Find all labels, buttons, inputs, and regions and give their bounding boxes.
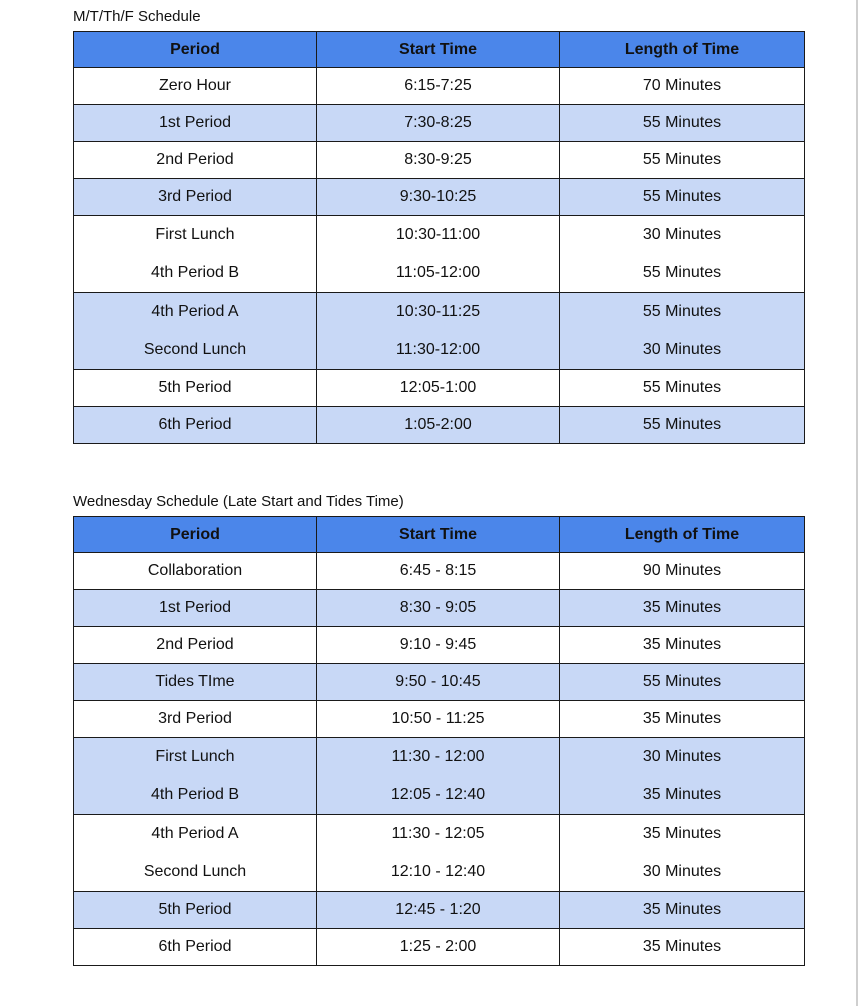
length-cell: 35 Minutes <box>560 892 805 929</box>
wednesday-schedule-table <box>73 516 805 966</box>
table-row <box>74 664 805 701</box>
time-cell: 8:30 - 9:05 <box>317 590 560 627</box>
period-line: First Lunch <box>155 226 235 243</box>
length-line: 30 Minutes <box>642 748 722 765</box>
time-cell <box>317 216 560 293</box>
time-cell <box>317 738 560 815</box>
time-cell: 1:05-2:00 <box>317 407 560 444</box>
time-cell: 6:45 - 8:15 <box>317 553 560 590</box>
length-line: 30 Minutes <box>642 226 722 243</box>
period-line: Second Lunch <box>143 341 247 358</box>
table-row <box>74 627 805 664</box>
period-cell: Tides TIme <box>74 664 317 701</box>
header-start-time: Start Time <box>317 32 560 68</box>
length-cell <box>560 216 805 293</box>
period-line: First Lunch <box>155 748 235 765</box>
mtf-schedule-table <box>73 31 805 444</box>
period-cell: 3rd Period <box>74 179 317 216</box>
table-row <box>74 590 805 627</box>
time-line: 11:05-12:00 <box>395 264 481 281</box>
time-line: 12:10 - 12:40 <box>390 863 486 880</box>
time-line: 10:30-11:00 <box>395 226 481 243</box>
time-line: 11:30-12:00 <box>395 341 481 358</box>
period-cell: 2nd Period <box>74 627 317 664</box>
table-row-lunch-split <box>74 738 805 815</box>
period-cell: 5th Period <box>74 370 317 407</box>
table-row <box>74 68 805 105</box>
time-cell: 12:45 - 1:20 <box>317 892 560 929</box>
length-cell: 35 Minutes <box>560 627 805 664</box>
length-cell: 70 Minutes <box>560 68 805 105</box>
table-row <box>74 179 805 216</box>
table-row-lunch-split <box>74 216 805 293</box>
time-line: 10:30-11:25 <box>395 303 481 320</box>
length-cell: 35 Minutes <box>560 701 805 738</box>
time-cell: 7:30-8:25 <box>317 105 560 142</box>
length-line: 55 Minutes <box>642 303 722 320</box>
time-cell: 9:10 - 9:45 <box>317 627 560 664</box>
table-header-row <box>74 517 805 553</box>
time-cell <box>317 815 560 892</box>
length-cell: 55 Minutes <box>560 370 805 407</box>
period-cell: 6th Period <box>74 929 317 966</box>
wednesday-schedule-title: Wednesday Schedule (Late Start and Tides Time) <box>73 493 404 510</box>
period-cell: 5th Period <box>74 892 317 929</box>
period-cell: Zero Hour <box>74 68 317 105</box>
period-line: 4th Period B <box>150 786 240 803</box>
length-line: 35 Minutes <box>642 825 722 842</box>
period-cell: 1st Period <box>74 590 317 627</box>
table-row <box>74 142 805 179</box>
period-line: 4th Period B <box>150 264 240 281</box>
header-length: Length of Time <box>560 517 805 553</box>
header-period: Period <box>74 517 317 553</box>
length-line: 30 Minutes <box>642 863 722 880</box>
length-cell: 90 Minutes <box>560 553 805 590</box>
mtf-schedule-title: M/T/Th/F Schedule <box>73 8 201 25</box>
table-row <box>74 929 805 966</box>
table-row <box>74 370 805 407</box>
length-cell: 55 Minutes <box>560 407 805 444</box>
time-cell: 6:15-7:25 <box>317 68 560 105</box>
length-cell <box>560 293 805 370</box>
length-cell: 55 Minutes <box>560 142 805 179</box>
length-cell: 35 Minutes <box>560 590 805 627</box>
length-line: 55 Minutes <box>642 264 722 281</box>
period-cell: 3rd Period <box>74 701 317 738</box>
time-cell <box>317 293 560 370</box>
period-cell: 1st Period <box>74 105 317 142</box>
time-cell: 1:25 - 2:00 <box>317 929 560 966</box>
header-length: Length of Time <box>560 32 805 68</box>
period-line: 4th Period A <box>151 825 239 842</box>
table-row <box>74 892 805 929</box>
period-cell <box>74 815 317 892</box>
length-cell: 35 Minutes <box>560 929 805 966</box>
period-line: Second Lunch <box>143 863 247 880</box>
time-line: 11:30 - 12:00 <box>391 748 485 765</box>
length-line: 35 Minutes <box>642 786 722 803</box>
length-line: 30 Minutes <box>642 341 722 358</box>
length-cell: 55 Minutes <box>560 664 805 701</box>
period-cell: Collaboration <box>74 553 317 590</box>
table-row-lunch-split <box>74 293 805 370</box>
length-cell: 55 Minutes <box>560 179 805 216</box>
time-cell: 8:30-9:25 <box>317 142 560 179</box>
length-cell <box>560 738 805 815</box>
time-line: 12:05 - 12:40 <box>390 786 486 803</box>
period-cell <box>74 216 317 293</box>
header-start-time: Start Time <box>317 517 560 553</box>
table-row <box>74 553 805 590</box>
period-cell: 2nd Period <box>74 142 317 179</box>
period-cell <box>74 293 317 370</box>
header-period: Period <box>74 32 317 68</box>
time-cell: 9:50 - 10:45 <box>317 664 560 701</box>
table-row <box>74 105 805 142</box>
time-cell: 9:30-10:25 <box>317 179 560 216</box>
time-cell: 10:50 - 11:25 <box>317 701 560 738</box>
length-cell: 55 Minutes <box>560 105 805 142</box>
period-cell <box>74 738 317 815</box>
table-row <box>74 407 805 444</box>
table-row <box>74 701 805 738</box>
time-line: 11:30 - 12:05 <box>391 825 485 842</box>
time-cell: 12:05-1:00 <box>317 370 560 407</box>
period-line: 4th Period A <box>151 303 239 320</box>
table-row-lunch-split <box>74 815 805 892</box>
period-cell: 6th Period <box>74 407 317 444</box>
length-cell <box>560 815 805 892</box>
table-header-row <box>74 32 805 68</box>
